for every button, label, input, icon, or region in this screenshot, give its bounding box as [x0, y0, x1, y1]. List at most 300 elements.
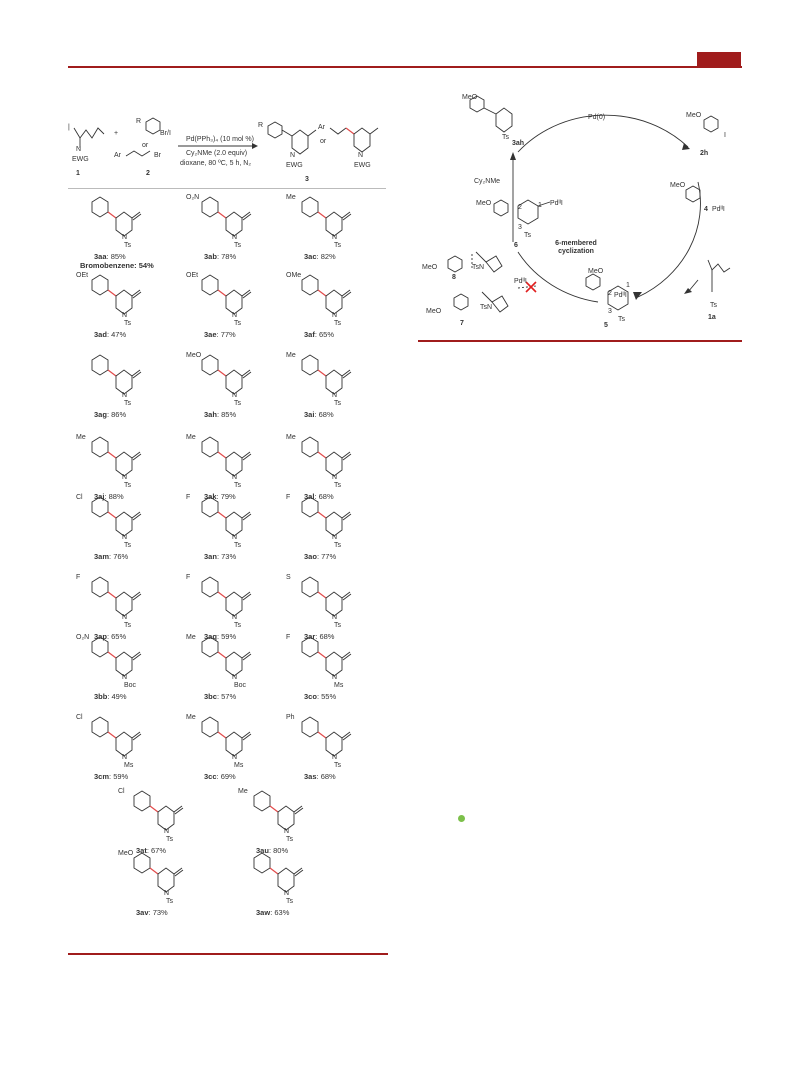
nitrogen-label: N [164, 828, 170, 835]
mech-3ah-label: 3ah [512, 140, 525, 147]
piperidine-ring [226, 732, 242, 756]
compound-id: 3bb [94, 692, 108, 701]
yield-separator: : [216, 772, 221, 781]
exo-methylene [242, 732, 251, 740]
aryl-ring [202, 577, 218, 597]
yield-separator: : [216, 632, 222, 641]
compound-id: 3af [304, 330, 315, 339]
exo-methylene [242, 290, 251, 298]
ewg-label: Ts [334, 482, 341, 489]
piperidine-ring [226, 212, 242, 236]
product-3ac [286, 192, 382, 266]
product-3ai [286, 350, 382, 424]
ewg-label: Ts [234, 482, 241, 489]
yield-value: 68% [318, 492, 334, 501]
nitrogen-label: N [122, 234, 128, 241]
piperidine-ring [226, 452, 242, 476]
piperidine-ring [278, 868, 294, 892]
aryl-ring [92, 437, 108, 457]
aryl-ring [302, 197, 318, 217]
piperidine-ring [116, 212, 132, 236]
nitrogen-label: N [232, 674, 238, 681]
piperidine-ring [326, 290, 342, 314]
ewg-label: Ms [334, 682, 344, 689]
yield-value: 85% [110, 252, 126, 261]
new-bond [108, 290, 116, 296]
yield-label [94, 410, 126, 419]
yield-separator: : [109, 772, 114, 781]
yield-separator: : [314, 410, 319, 419]
yield-separator: : [216, 552, 222, 561]
condition-solvent: dioxane, 80 ºC, 5 h, N₂ [180, 160, 252, 167]
mech-6-label: 6 [514, 242, 518, 249]
nitrogen-label: N [122, 614, 128, 621]
yield-label [94, 772, 128, 781]
aryl-ring [202, 717, 218, 737]
nitrogen-label: N [164, 890, 170, 897]
yield-separator: : [106, 330, 112, 339]
product-3ab [186, 192, 282, 266]
yield-value: 73% [221, 552, 237, 561]
product-r: R [258, 122, 264, 129]
nitrogen-label: N [284, 890, 290, 897]
nitrogen-label: N [332, 312, 338, 319]
substituent-label: MeO [118, 850, 134, 857]
yield-value: 63% [274, 908, 290, 917]
yield-separator: : [106, 410, 112, 419]
ewg-label: Ts [334, 762, 341, 769]
product-3am [76, 492, 172, 566]
yield-label [204, 692, 236, 701]
header-rule [68, 66, 742, 68]
compound-id: 3ao [304, 552, 317, 561]
substituent-label: OEt [76, 272, 89, 279]
yield-label [204, 772, 236, 781]
reactant2-halide: Br/I [160, 130, 171, 137]
compound-id: 3au [256, 846, 269, 855]
yield-separator: : [216, 692, 222, 701]
aryl-ring [134, 791, 150, 811]
exo-methylene [342, 370, 351, 378]
product-ar: Ar [318, 124, 325, 131]
compound-id: 3cc [204, 772, 217, 781]
compound-id: 3at [136, 846, 147, 855]
exo-methylene [132, 452, 141, 460]
product-3aa [76, 192, 172, 270]
exo-methylene [342, 212, 351, 220]
mech-7-label: 7 [460, 320, 464, 327]
ewg-label: Ts [124, 400, 131, 407]
yield-label [304, 330, 334, 339]
yield-value: 82% [320, 252, 336, 261]
ewg-label: Boc [124, 682, 137, 689]
ewg-label: Ts [334, 542, 341, 549]
compound-id: 3ah [204, 410, 217, 419]
aryl-ring [202, 355, 218, 375]
aryl-ring [302, 637, 318, 657]
nitrogen-label: N [332, 534, 338, 541]
yield-value: 80% [273, 846, 289, 855]
substituent-label: O₂N [76, 634, 90, 641]
nitrogen-label: N [332, 754, 338, 761]
nitrogen-label: N [122, 474, 128, 481]
compound-id: 3an [204, 552, 217, 561]
compound-id: 3bc [204, 692, 217, 701]
piperidine-ring [116, 370, 132, 394]
product-ewg1: EWG [286, 162, 303, 169]
exo-methylene [132, 592, 141, 600]
aryl-ring [92, 197, 108, 217]
compound-id: 3ag [94, 410, 107, 419]
ewg-label: Ts [286, 898, 293, 905]
nitrogen-label: N [232, 474, 238, 481]
nitrogen-label: N [232, 754, 238, 761]
product-grid [68, 192, 388, 922]
aryl-ring [254, 853, 270, 873]
aryl-ring [202, 497, 218, 517]
product-3ah [186, 350, 282, 424]
yield-value: 76% [113, 552, 129, 561]
substituent-label: OMe [286, 272, 302, 279]
nitrogen-label: N [232, 614, 238, 621]
exo-methylene [174, 806, 183, 814]
mech-6-pd: PdᴵᴵI [550, 200, 563, 207]
aryl-ring [92, 637, 108, 657]
nitrogen-label: N [122, 312, 128, 319]
new-bond [218, 592, 226, 598]
yield-label [94, 252, 126, 261]
exo-methylene [132, 370, 141, 378]
product-label: 3 [305, 176, 309, 183]
new-bond [150, 868, 158, 874]
scheme-drawing [68, 108, 388, 188]
new-bond [108, 512, 116, 518]
substituent-label: OEt [186, 272, 199, 279]
piperidine-ring [116, 512, 132, 536]
new-bond [270, 806, 278, 812]
ewg-label: Ms [234, 762, 244, 769]
product-3cc [186, 712, 282, 786]
aryl-ring [92, 577, 108, 597]
piperidine-ring [116, 732, 132, 756]
scheme-divider [68, 188, 386, 189]
yield-separator: : [216, 492, 221, 501]
mech-6-num2: 2 [518, 204, 522, 211]
new-bond [318, 592, 326, 598]
mech-5-pd: PdᴵᴵI [614, 292, 627, 299]
substituent-label: Cl [76, 494, 83, 501]
substituent-label: F [76, 574, 81, 581]
compound-id: 3aw [256, 908, 271, 917]
product-n2: N [358, 152, 364, 159]
product-3av [118, 848, 214, 922]
exo-methylene [174, 868, 183, 876]
ewg-label: Ts [334, 242, 341, 249]
exo-methylene [132, 652, 141, 660]
ewg-label: Ts [234, 542, 241, 549]
compound-id: 3aj [94, 492, 105, 501]
mech-5-meo: MeO [588, 268, 604, 275]
compound-id: 3ac [304, 252, 317, 261]
compound-id: 3av [136, 908, 149, 917]
yield-separator: : [316, 552, 322, 561]
product-3bb [76, 632, 172, 706]
yield-label [304, 410, 334, 419]
new-bond [318, 512, 326, 518]
piperidine-ring [116, 652, 132, 676]
yield-separator: : [316, 692, 322, 701]
product-3ad [76, 270, 172, 344]
substituent-label: Cl [76, 714, 83, 721]
nitrogen-label: N [122, 534, 128, 541]
ewg-label: Ts [234, 400, 241, 407]
mech-6-ts: Ts [524, 232, 531, 239]
compound-id: 3co [304, 692, 317, 701]
mech-4-meo: MeO [670, 182, 686, 189]
compound-id: 3am [94, 552, 110, 561]
nitrogen-label: N [232, 392, 238, 399]
mech-6-num1: 1 [538, 202, 542, 209]
product-n1: N [290, 152, 296, 159]
yield-value: 65% [319, 330, 335, 339]
catalytic-cycle [418, 92, 744, 342]
nitrogen-label: N [332, 474, 338, 481]
reaction-scheme [68, 108, 388, 188]
exo-methylene [132, 212, 141, 220]
exo-methylene [342, 512, 351, 520]
yield-label [256, 908, 289, 917]
yield-separator: : [107, 692, 112, 701]
exo-methylene [342, 290, 351, 298]
new-bond [108, 370, 116, 376]
yield-separator: : [216, 330, 221, 339]
yield-separator: : [315, 632, 320, 641]
piperidine-ring [116, 452, 132, 476]
exo-methylene [342, 452, 351, 460]
mech-8-label: 8 [452, 274, 456, 281]
ewg-label: Ts [124, 622, 131, 629]
plus-sign: + [114, 130, 119, 137]
header-accent-block [697, 52, 741, 66]
mech-3ah-meo: MeO [462, 94, 478, 101]
new-bond [218, 370, 226, 376]
nitrogen-label: N [232, 534, 238, 541]
mech-5-num3: 3 [608, 308, 612, 315]
compound-id: 3ae [204, 330, 217, 339]
product-3ag [76, 350, 172, 424]
mech-4-pd: PdᴵᴵI [712, 206, 725, 213]
exo-methylene [242, 592, 251, 600]
yield-label [304, 252, 336, 261]
yield-separator: : [270, 908, 275, 917]
piperidine-ring [326, 652, 342, 676]
product-ewg2: EWG [354, 162, 371, 169]
yield-value: 69% [220, 772, 236, 781]
mech-5-label: 5 [604, 322, 608, 329]
piperidine-ring [158, 868, 174, 892]
exo-methylene [132, 512, 141, 520]
yield-value: 59% [113, 772, 129, 781]
piperidine-ring [226, 592, 242, 616]
piperidine-ring [326, 212, 342, 236]
mech-8-tsn: TsN [472, 264, 485, 271]
piperidine-ring [326, 370, 342, 394]
aryl-ring [202, 197, 218, 217]
yield-value: 77% [321, 552, 337, 561]
aryl-ring [134, 853, 150, 873]
aryl-ring [302, 355, 318, 375]
piperidine-ring [326, 452, 342, 476]
yield-label [204, 410, 236, 419]
yield-label [304, 772, 336, 781]
mech-3ah-ts: Ts [502, 134, 509, 141]
piperidine-ring [226, 512, 242, 536]
substituent-label: Ph [286, 714, 295, 721]
compound-id: 3ak [204, 492, 217, 501]
piperidine-ring [116, 592, 132, 616]
product-3bc [186, 632, 282, 706]
substituent-label: F [186, 494, 191, 501]
yield-label [94, 692, 127, 701]
yield-value: 68% [318, 410, 334, 419]
new-bond [318, 452, 326, 458]
nitrogen-label: N [332, 674, 338, 681]
exo-methylene [132, 290, 141, 298]
nitrogen-label: N [332, 234, 338, 241]
mech-pd0: Pd(0) [588, 114, 606, 121]
yield-separator: : [109, 552, 114, 561]
ewg-label: Ts [334, 622, 341, 629]
product-3aw [238, 848, 334, 922]
yield-label [304, 552, 336, 561]
mech-7-meo: MeO [426, 308, 442, 315]
product-3as [286, 712, 382, 786]
yield-value: 77% [220, 330, 236, 339]
aryl-ring [202, 637, 218, 657]
nitrogen-label: N [284, 828, 290, 835]
mech-7-tsn: TsN [480, 304, 493, 311]
compound-id: 3as [304, 772, 317, 781]
mech-5-ts: Ts [618, 316, 625, 323]
new-bond [108, 592, 116, 598]
compound-id: 3ad [94, 330, 107, 339]
yield-value: 59% [221, 632, 237, 641]
yield-value: 49% [111, 692, 127, 701]
substituent-label: MeO [186, 352, 202, 359]
substituent-label: Me [186, 434, 196, 441]
substituent-label: Me [238, 788, 248, 795]
yield-separator: : [148, 908, 153, 917]
mech-cyclization-note: 6-membered cyclization [555, 240, 597, 255]
table-footer-rule [68, 953, 388, 955]
substituent-label: F [286, 634, 291, 641]
piperidine-ring [226, 290, 242, 314]
yield-label [204, 552, 236, 561]
aryl-ring [302, 577, 318, 597]
aryl-ring [92, 355, 108, 375]
substituent-label: Me [286, 194, 296, 201]
piperidine-ring [226, 370, 242, 394]
yield-separator: : [104, 492, 109, 501]
product-3an [186, 492, 282, 566]
aryl-ring [302, 275, 318, 295]
reactant1-bracket: | [68, 124, 70, 131]
mechanism-scheme [418, 92, 744, 342]
yield-value: 67% [151, 846, 167, 855]
yield-separator: : [316, 252, 321, 261]
exo-methylene [132, 732, 141, 740]
mech-2h-iodide: I [724, 132, 726, 139]
substituent-label: Me [286, 352, 296, 359]
yield-separator: : [216, 410, 222, 419]
new-bond [218, 290, 226, 296]
piperidine-ring [326, 732, 342, 756]
nitrogen-label: N [122, 392, 128, 399]
yield-label [136, 908, 168, 917]
yield-value: 78% [221, 252, 237, 261]
ewg-label: Ts [124, 542, 131, 549]
substituent-label: Me [186, 634, 196, 641]
new-bond [318, 732, 326, 738]
yield-label [204, 252, 236, 261]
condition-catalyst: Pd(PPh₃)₄ (10 mol %) [186, 136, 254, 143]
yield-separator: : [268, 846, 274, 855]
substituent-label: O₂N [186, 194, 200, 201]
new-bond [270, 868, 278, 874]
yield-value: 47% [111, 330, 127, 339]
exo-methylene [242, 212, 251, 220]
substituent-label: Me [76, 434, 86, 441]
mech-base: Cy₂NMe [474, 178, 501, 185]
substituent-label: F [286, 494, 291, 501]
new-bond [108, 212, 116, 218]
exo-methylene [242, 652, 251, 660]
aryl-ring [202, 275, 218, 295]
yield-label [94, 552, 128, 561]
reactant2-r: R [136, 118, 142, 125]
mech-7-pd: PdᴵᴵI [514, 278, 527, 285]
compound-id: 3aq [204, 632, 217, 641]
mech-1a-ts: Ts [710, 302, 717, 309]
mech-1a-label: 1a [708, 314, 716, 321]
new-bond [150, 806, 158, 812]
yield-label [94, 330, 126, 339]
ewg-label: Ms [124, 762, 134, 769]
compound-id: 3al [304, 492, 315, 501]
mech-8-meo: MeO [422, 264, 438, 271]
aryl-ring [302, 497, 318, 517]
substituent-label: Me [186, 714, 196, 721]
reactant2-br: Br [154, 152, 161, 159]
exo-methylene [242, 370, 251, 378]
mech-2h-label: 2h [700, 150, 709, 157]
ewg-label: Ts [286, 836, 293, 843]
mech-4-label: 4 [704, 206, 708, 213]
mech-6-num3: 3 [518, 224, 522, 231]
yield-value: 85% [221, 410, 237, 419]
ewg-label: Ts [334, 400, 341, 407]
yield-separator: : [316, 772, 321, 781]
green-dot-icon [458, 815, 465, 822]
compound-id: 3aa [94, 252, 107, 261]
mech-2h-meo: MeO [686, 112, 702, 119]
yield-separator: : [146, 846, 152, 855]
yield-label [304, 692, 336, 701]
piperidine-ring [158, 806, 174, 830]
nitrogen-label: N [232, 234, 238, 241]
exo-methylene [242, 512, 251, 520]
new-bond [218, 652, 226, 658]
